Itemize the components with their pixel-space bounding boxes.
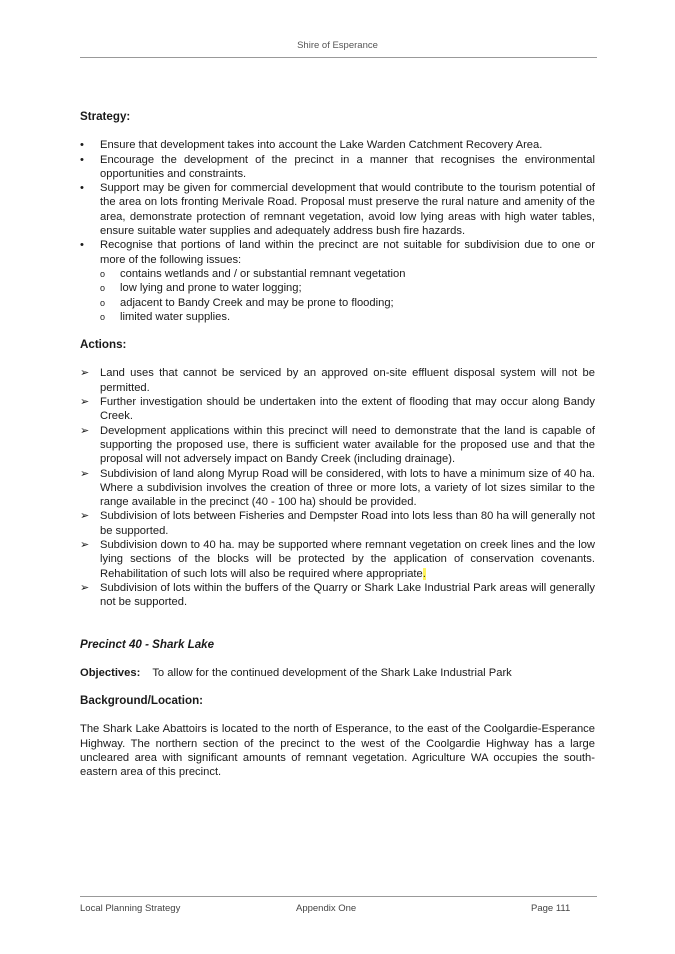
- list-item: ➢ Subdivision of lots between Fisheries and Dempster Road into lots less than 80 ha will generally not be supported.: [80, 510, 595, 537]
- arrow-bullet-icon: ➢: [80, 539, 90, 552]
- page-content: [80, 110, 595, 780]
- arrow-bullet-icon: ➢: [80, 424, 90, 437]
- arrow-bullet-icon: ➢: [80, 581, 90, 594]
- precinct-heading: Precinct 40 - Shark Lake: [80, 637, 215, 651]
- sub-bullet-icon: o: [100, 297, 106, 308]
- list-item: • Ensure that development takes into account the Lake Warden Catchment Recovery Area.: [80, 139, 543, 152]
- arrow-bullet-icon: ➢: [80, 367, 90, 380]
- arrow-bullet-icon: ➢: [80, 396, 90, 409]
- objectives-line: [80, 666, 595, 680]
- objectives-text: To allow for the continued development of the Shark Lake Industrial Park: [152, 666, 512, 679]
- objectives-label: Objectives:: [80, 666, 141, 679]
- sub-list-item: o limited water supplies.: [100, 310, 231, 323]
- sub-list-item: o contains wetlands and / or substantial remnant vegetation: [100, 267, 406, 280]
- actions-heading: Actions:: [80, 338, 127, 352]
- list-item: • Support may be given for commercial development that would contribute to the tourism potential of the area on lots fronting Merivale Road. Proposal must preserve the rural nature and amenity of the area, demonstrate protection of remnant vegetation, avoid low lying areas with high water tables, ensure suitable water supplies and adequately address bush fire hazards.: [80, 182, 595, 238]
- bullet-icon: •: [80, 139, 84, 152]
- list-item: ➢ Development applications within this precinct will need to demonstrate that the land is capable of supporting the proposed use, there is sufficient water available for the proposed use and that the proposal will not adversely impact on Bandy Creek (including drainage).: [80, 424, 595, 466]
- strategy-list: [80, 138, 595, 324]
- list-item: ➢ Land uses that cannot be serviced by an approved on-site effluent disposal system will not be permitted.: [80, 367, 595, 394]
- list-item: • Recognise that portions of land within the precinct are not suitable for subdivision due to one or more of the following issues: o contains wetlands and / or substantial remnant vegetation o low lying and prone to water logging; o adjacent to Bandy Creek and may be prone to flooding; o limited water supplies.: [80, 239, 595, 323]
- list-item: ➢ Subdivision of land along Myrup Road will be considered, with lots to have a minimum size of 40 ha. Where a subdivision involves the creation of three or more lots, a variety of lot sizes similar to the range available in the precinct (40 - 100 ha) should be provided.: [80, 467, 595, 509]
- background-paragraph: The Shark Lake Abattoirs is located to the north of Esperance, to the east of the Coolgardie-Esperance Highway. The northern section of the precinct to the west of the Coolgardie Highway has a large uncleared area with significant amounts of remnant vegetation. Agriculture WA occupies the south-eastern area of this precinct.: [80, 723, 595, 779]
- sub-bullet-icon: o: [100, 268, 106, 279]
- actions-list: [80, 366, 595, 609]
- page-header: Shire of Esperance: [297, 40, 378, 51]
- footer-center: Appendix One: [296, 903, 357, 914]
- bullet-icon: •: [80, 153, 84, 166]
- strategy-sublist: [100, 267, 595, 324]
- list-item: ➢ Subdivision of lots within the buffers of the Quarry or Shark Lake Industrial Park areas will generally not be supported.: [80, 581, 595, 609]
- sub-bullet-icon: o: [100, 283, 106, 294]
- list-item: ➢ Further investigation should be undertaken into the extent of flooding that may occur along Bandy Creek.: [80, 396, 595, 423]
- bullet-icon: •: [80, 239, 84, 252]
- footer-left: Local Planning Strategy: [80, 903, 181, 914]
- arrow-bullet-icon: ➢: [80, 510, 90, 523]
- bullet-icon: •: [80, 182, 84, 195]
- background-heading: Background/Location:: [80, 694, 204, 708]
- strategy-heading: Strategy:: [80, 110, 131, 123]
- list-item: • Encourage the development of the precinct in a manner that recognises the environmental opportunities and constraints.: [80, 153, 595, 180]
- footer-rule: [80, 896, 597, 897]
- footer-page-number: Page 111: [531, 903, 571, 914]
- list-item: ➢ Subdivision down to 40 ha. may be supported where remnant vegetation on creek lines and the low lying sections of the blocks will be protected by the application of conservation covenants. Rehabilitation of such lots will also be required where appropriate.: [80, 539, 595, 580]
- highlighted-period: .: [422, 567, 426, 580]
- arrow-bullet-icon: ➢: [80, 467, 90, 480]
- header-rule: [80, 57, 597, 58]
- sub-list-item: o low lying and prone to water logging;: [100, 282, 302, 295]
- sub-list-item: o adjacent to Bandy Creek and may be prone to flooding;: [100, 296, 394, 309]
- sub-bullet-icon: o: [100, 311, 106, 322]
